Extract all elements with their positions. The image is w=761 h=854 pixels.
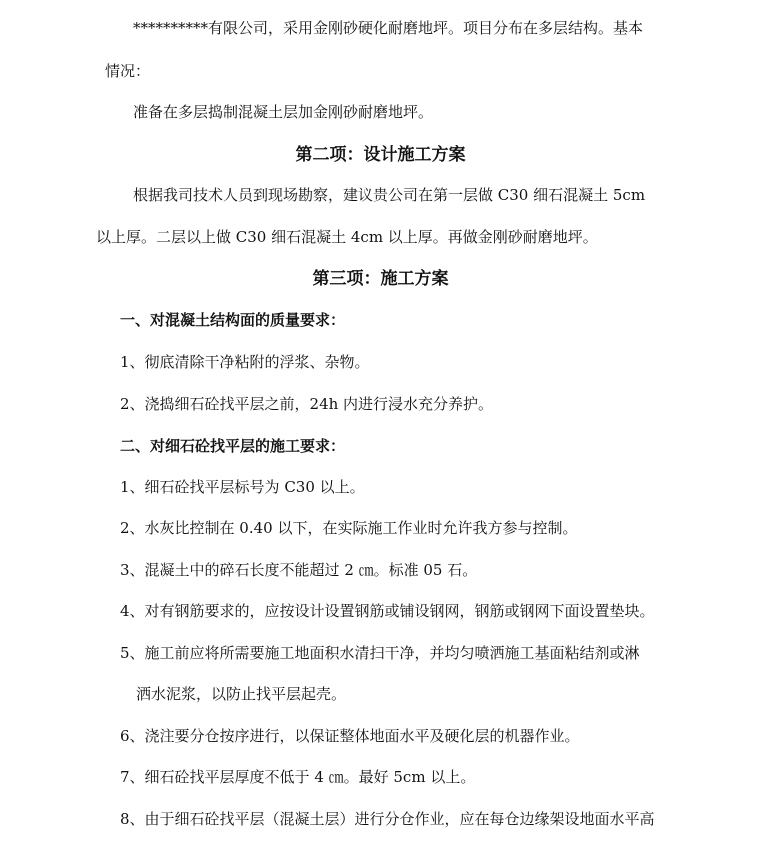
section-2-para-line-1: 根据我司技术人员到现场勘察，建议贵公司在第一层做 C30 细石混凝土 5cm (133, 186, 646, 204)
sub-1-item: 2、浇捣细石砼找平层之前，24h 内进行浸水充分养护。 (120, 395, 494, 413)
sub-2-item: 7、细石砼找平层厚度不低于 4 ㎝。最好 5cm 以上。 (120, 768, 476, 786)
sub-2-item: 6、浇注要分仓按序进行，以保证整体地面水平及硬化层的机器作业。 (120, 727, 580, 745)
sub-2-item: 2、水灰比控制在 0.40 以下，在实际施工作业时允许我方参与控制。 (120, 519, 578, 537)
sub-2-item: 4、对有钢筋要求的，应按设计设置钢筋或铺设钢网，钢筋或钢网下面设置垫块。 (120, 602, 655, 620)
intro-line-2: 情况： (105, 62, 151, 80)
intro-line-3: 准备在多层捣制混凝土层加金刚砂耐磨地坪。 (133, 103, 434, 121)
section-3-title: 第三项：施工方案 (312, 269, 449, 289)
sub-2-item: 8、由于细石砼找平层（混凝土层）进行分仓作业，应在每仓边缘架设地面水平高 (120, 810, 655, 828)
intro-line-1: **********有限公司，采用金刚砂硬化耐磨地坪。项目分布在多层结构。基本 (133, 19, 644, 37)
sub-2-title: 二、对细石砼找平层的施工要求： (120, 437, 346, 455)
sub-1-item: 1、彻底清除干净粘附的浮浆、杂物。 (120, 353, 370, 371)
sub-2-item: 3、混凝土中的碎石长度不能超过 2 ㎝。标准 05 石。 (120, 561, 478, 579)
sub-2-item: 1、细石砼找平层标号为 C30 以上。 (120, 478, 365, 496)
section-2-title: 第二项：设计施工方案 (295, 145, 466, 165)
sub-1-title: 一、对混凝土结构面的质量要求： (120, 311, 346, 329)
section-2-para-line-2: 以上厚。二层以上做 C30 细石混凝土 4cm 以上厚。再做金刚砂耐磨地坪。 (96, 228, 598, 246)
sub-2-item: 5、施工前应将所需要施工地面积水清扫干净，并均匀喷洒施工基面粘结剂或淋 (120, 644, 640, 662)
sub-2-item-continuation: 洒水泥浆，以防止找平层起壳。 (136, 685, 347, 703)
